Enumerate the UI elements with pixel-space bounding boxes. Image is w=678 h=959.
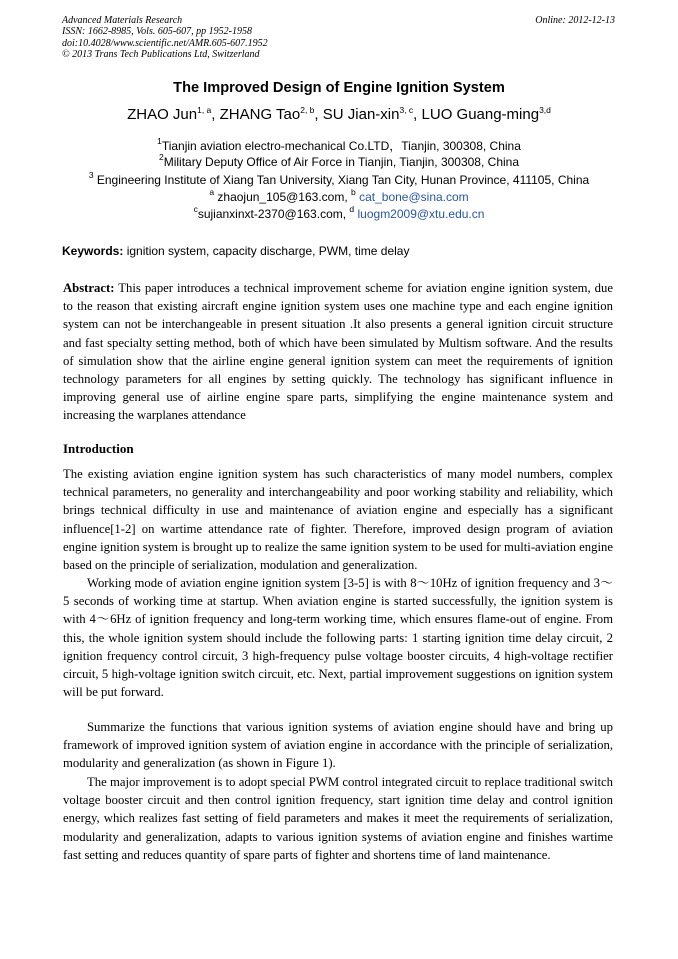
- author-name: ZHANG Tao: [219, 106, 301, 123]
- affiliation-number: 1: [157, 136, 162, 146]
- email-line-1: [0, 187, 678, 204]
- abstract-label: Abstract:: [63, 281, 115, 295]
- affiliation-number: 3: [88, 170, 94, 180]
- intro-paragraph-3: Summarize the functions that various ignition systems of aviation engine should have and bring up framework of improved ignition system of aviation engine in accordance with the principle of serialization, modularity and generalization (as shown in Figure 1).: [63, 720, 613, 771]
- author-name: LUO Guang-ming: [421, 106, 540, 123]
- email-address[interactable]: zhaojun_105@163.com,: [217, 190, 348, 204]
- author-affiliation-mark: 3, c: [399, 105, 414, 115]
- intro-paragraph-4: The major improvement is to adopt special PWM control integrated circuit to replace traditional switch voltage booster circuit and then control ignition frequency, start ignition time delay and control ignition energy, which realizes fast setting of field parameters and makes it meet the requirements of serialization, modularity and generalization, adapts to various ignition systems of aviation engine and finishes wartime fast setting and reduces quantity of spare parts of fighter and shortens time of land maintenance.: [63, 775, 613, 862]
- paper-title: The Improved Design of Engine Ignition System: [173, 80, 505, 96]
- email-address[interactable]: sujianxinxt-2370@163.com,: [197, 207, 347, 221]
- affiliation-text: Tianjin aviation electro-mechanical Co.LTD，Tianjin, 300308, China: [161, 139, 521, 153]
- keywords-label: Keywords:: [62, 244, 124, 258]
- affiliation-3: [0, 170, 678, 187]
- keywords-text: ignition system, capacity discharge, PWM, time delay: [123, 244, 410, 258]
- affiliation-2: [0, 152, 678, 169]
- email-address[interactable]: luogm2009@xtu.edu.cn: [357, 207, 485, 221]
- email-mark: c: [193, 204, 198, 214]
- affiliation-text: Military Deputy Office of Air Force in Tianjin, Tianjin, 300308, China: [163, 155, 520, 169]
- email-address[interactable]: cat_bone@sina.com: [359, 190, 469, 204]
- email-mark: d: [349, 204, 355, 214]
- journal-name: Advanced Materials Research: [62, 15, 183, 26]
- copyright-line: © 2013 Trans Tech Publications Ltd, Switzerland: [62, 48, 260, 60]
- author-affiliation-mark: 3,d: [539, 105, 551, 115]
- intro-paragraph-2: Working mode of aviation engine ignition system [3-5] is with 8～10Hz of ignition frequency and 3～5 seconds of working time at startup. When aviation engine is started successfully, the ignition system is with 4～6Hz of ignition frequency and long-term working time, which ensures flame-out of engine. From this, the whole ignition system should include the following parts: 1 starting ignition time delay circuit, 2 ignition frequency control circuit, 3 high-frequency pulse voltage booster circuits, 4 high-voltage rectifier circuit, 5 high-voltage ignition switch circuit, etc. Next, partial improvement suggestions on ignition system will be put forward.: [63, 576, 613, 700]
- journal-header: [62, 15, 615, 60]
- doi-line[interactable]: doi:10.4028/www.scientific.net/AMR.605-607.1952: [62, 37, 268, 49]
- abstract-text: This paper introduces a technical improvement scheme for aviation engine ignition system, due to the reason that existing aircraft engine ignition system uses one machine type and each engine ignition system can not be interchangeable in present situation .It also presents a general ignition circuit structure and fast specialty setting method, both of which have been simulated by Multism software. And the results of simulation show that the airline engine general ignition system can meet the requirements of ignition technology parameters for all engines by setting quickly. The technology has significant influence in improving general use of airline engine spare parts, simplifying the engine maintenance system and increasing the warplanes attendance: [63, 281, 613, 423]
- affiliation-text: Engineering Institute of Xiang Tan University, Xiang Tan City, Hunan Province, 411105, China: [93, 173, 590, 187]
- author-affiliation-mark: 2, b: [300, 105, 315, 115]
- email-line-2: [0, 204, 678, 221]
- author-name: SU Jian-xin: [322, 106, 400, 123]
- author-name: ZHAO Jun: [127, 106, 198, 123]
- intro-paragraph-1: The existing aviation engine ignition system has such characteristics of many model numbers, complex technical parameters, no generality and interchangeability and poor working stability and reliability, which brings technical difficulty in use and maintenance of aviation engine and especially has a significant influence[1-2] on wartime attendance rate of fighter. Therefore, improved design program of aviation engine ignition system is brought up to realize the same ignition system to be used for multi-aviation engine based on the principle of serialization, modulation and generalization.: [63, 467, 613, 573]
- email-mark: a: [209, 187, 215, 197]
- section-heading-introduction: Introduction: [63, 441, 134, 456]
- online-date: Online: 2012-12-13: [535, 15, 615, 26]
- email-mark: b: [351, 187, 356, 197]
- issn-line: ISSN: 1662-8985, Vols. 605-607, pp 1952-1958: [62, 26, 252, 38]
- abstract: [63, 279, 613, 425]
- author-affiliation-mark: 1, a: [197, 105, 212, 115]
- keywords-line: [62, 244, 409, 258]
- author-list: ZHAO Jun$^{1, a}$, ZHANG Tao$^{2, b}$, SU Jian-xin$^{3, c}$, LUO Guang-ming$^{3,d}$: [127, 105, 551, 123]
- affiliation-number: 2: [158, 152, 164, 162]
- affiliation-1: [0, 137, 678, 154]
